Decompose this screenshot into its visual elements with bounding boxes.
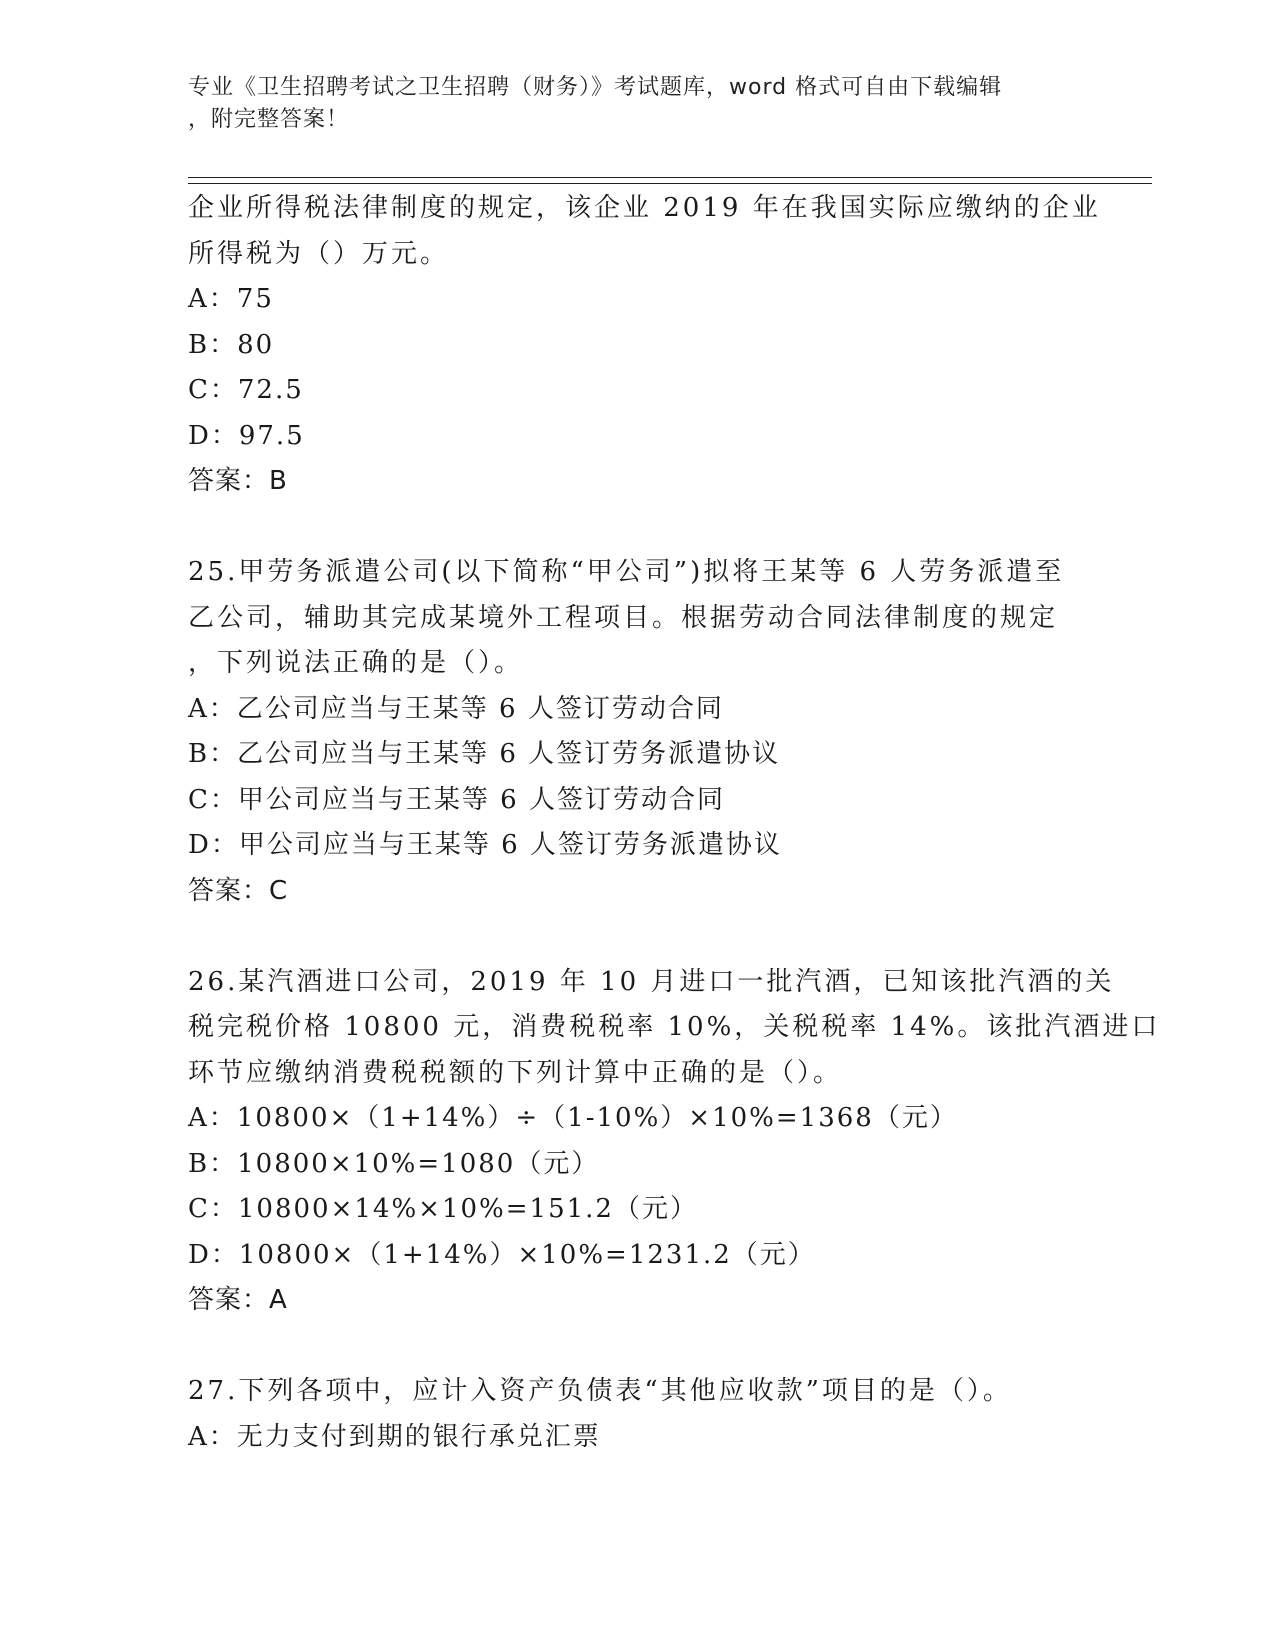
question-24 <box>188 186 1101 505</box>
header-rule-top <box>188 177 1152 178</box>
answer: 答案：B <box>188 466 288 496</box>
option-a: A：75 <box>188 284 274 314</box>
option-a: A：乙公司应当与王某等 6 人签订劳动合同 <box>188 693 724 724</box>
document-header <box>188 72 1088 136</box>
option-d: D：甲公司应当与王某等 6 人签订劳务派遣协议 <box>188 830 782 860</box>
question-26 <box>188 960 1161 1324</box>
header-line-2: ，附完整答案！ <box>188 107 350 132</box>
question-list <box>188 186 1161 1460</box>
option-d: D：97.5 <box>188 420 305 451</box>
answer: 答案：C <box>188 875 289 906</box>
question-stem-line: 乙公司，辅助其完成某境外工程项目。根据劳动合同法律制度的规定 <box>188 602 1059 633</box>
question-stem-line: 26.某汽酒进口公司，2019 年 10 月进口一批汽酒，已知该批汽酒的关 <box>188 966 1115 997</box>
option-b: B：10800×10%=1080（元） <box>188 1148 600 1179</box>
question-stem-line: 27.下列各项中，应计入资产负债表“其他应收款”项目的是（）。 <box>188 1376 1012 1406</box>
option-a: A：10800×（1+14%）÷（1-10%）×10%=1368（元） <box>188 1103 958 1133</box>
question-27 <box>188 1369 1088 1460</box>
option-b: B：80 <box>188 329 275 360</box>
spacer <box>188 1324 1088 1370</box>
answer: 答案：A <box>188 1285 288 1315</box>
question-stem-line: 企业所得税法律制度的规定，该企业 2019 年在我国实际应缴纳的企业 <box>188 193 1101 223</box>
option-a: A：无力支付到期的银行承兑汇票 <box>188 1421 601 1452</box>
header-line-1: 专业《卫生招聘考试之卫生招聘（财务）》考试题库，word 格式可自由下载编辑 <box>188 75 1003 100</box>
question-stem-line: ，下列说法正确的是（）。 <box>188 648 524 678</box>
header-rule-bottom <box>188 183 1152 184</box>
option-c: C：72.5 <box>188 375 304 405</box>
option-c: C：甲公司应当与王某等 6 人签订劳动合同 <box>188 784 725 815</box>
question-stem-line: 所得税为（）万元。 <box>188 238 450 269</box>
spacer <box>188 914 1088 960</box>
option-b: B：乙公司应当与王某等 6 人签订劳务派遣协议 <box>188 739 781 769</box>
question-stem-line: 25.甲劳务派遣公司(以下简称“甲公司”)拟将王某等 6 人劳务派遣至 <box>188 557 1065 587</box>
question-stem-line: 税完税价格 10800 元，消费税税率 10%，关税税率 14%。该批汽酒进口 <box>188 1012 1161 1042</box>
question-25 <box>188 550 1088 914</box>
question-stem-line: 环节应缴纳消费税税额的下列计算中正确的是（）。 <box>188 1057 843 1088</box>
option-c: C：10800×14%×10%=151.2（元） <box>188 1194 698 1224</box>
spacer <box>188 505 1088 551</box>
option-d: D：10800×（1+14%）×10%=1231.2（元） <box>188 1239 816 1270</box>
